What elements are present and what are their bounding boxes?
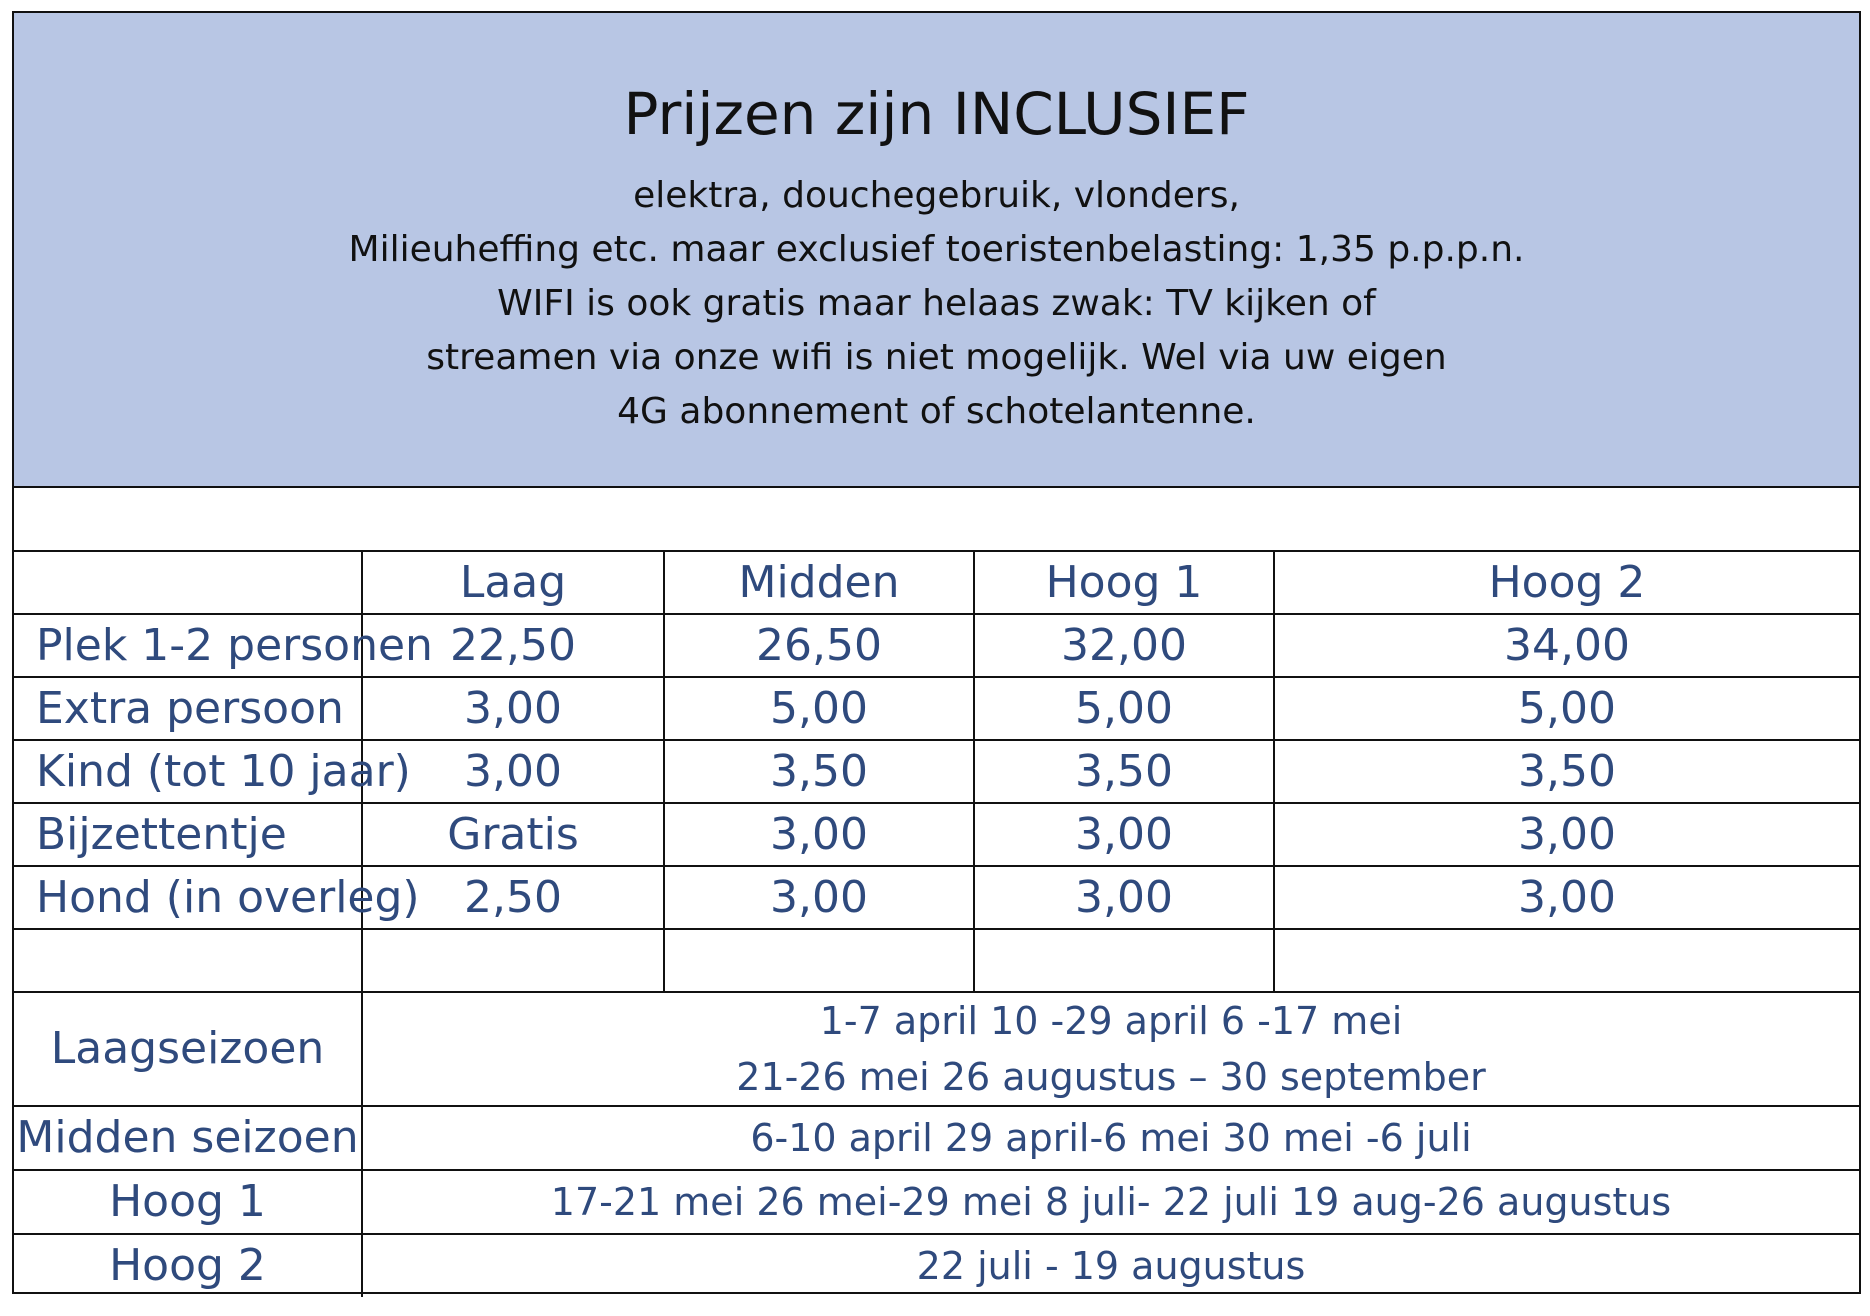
season-row [14,1234,1859,1297]
price-sheet [12,11,1861,1294]
season-date-line: 1-7 april 10 -29 april 6 -17 mei [819,999,1403,1043]
column-header-laag: Laag [362,552,664,614]
season-row [14,1106,1859,1170]
price-cell: 26,50 [664,614,974,677]
price-cell: 3,50 [974,740,1274,803]
season-label: Midden seizoen [14,1106,362,1170]
table-row [14,740,1859,803]
season-dates [362,1234,1859,1297]
price-cell: 3,00 [362,740,664,803]
empty-cell [362,929,664,992]
banner-title: Prijzen zijn INCLUSIEF [623,80,1250,148]
season-dates [362,1170,1859,1234]
table-row [14,866,1859,929]
season-dates [362,992,1859,1106]
season-date-line: 22 juli - 19 augustus [916,1244,1306,1288]
banner-line: streamen via onze wifi is niet mogelijk. Wel via uw eigen [426,337,1447,378]
empty-row [14,488,1859,552]
price-cell: 3,00 [1274,866,1859,929]
row-label: Plek 1-2 personen [14,614,362,677]
table-row [14,614,1859,677]
row-label: Bijzettentje [14,803,362,866]
table-row [14,677,1859,740]
price-cell: 22,50 [362,614,664,677]
price-cell: 3,00 [974,866,1274,929]
price-cell: 3,50 [664,740,974,803]
row-label: Extra persoon [14,677,362,740]
season-date-line: 21-26 mei 26 augustus – 30 september [736,1055,1486,1099]
price-cell: 3,00 [664,866,974,929]
banner-description [14,169,1859,439]
price-cell: 2,50 [362,866,664,929]
price-cell: 3,50 [1274,740,1859,803]
row-label: Kind (tot 10 jaar) [14,740,362,803]
header-row [14,552,1859,614]
season-label: Laagseizoen [14,992,362,1106]
empty-cell [14,929,362,992]
banner-line: elektra, douchegebruik, vlonders, [633,175,1240,216]
season-label: Hoog 1 [14,1170,362,1234]
price-cell: 34,00 [1274,614,1859,677]
price-cell: 3,00 [664,803,974,866]
season-row [14,992,1859,1106]
price-cell: 5,00 [974,677,1274,740]
price-table [14,552,1859,1297]
banner-line: WIFI is ook gratis maar helaas zwak: TV kijken of [497,283,1376,324]
season-label: Hoog 2 [14,1234,362,1297]
column-header-midden: Midden [664,552,974,614]
empty-row [14,929,1859,992]
season-date-line: 17-21 mei 26 mei-29 mei 8 juli- 22 juli 19 aug-26 augustus [550,1180,1672,1224]
price-cell: 5,00 [1274,677,1859,740]
header-empty-cell [14,552,362,614]
inclusive-banner [14,13,1859,488]
price-cell: 3,00 [362,677,664,740]
banner-line: 4G abonnement of schotelantenne. [617,391,1256,432]
price-cell: 3,00 [974,803,1274,866]
empty-cell [1274,929,1859,992]
empty-cell [974,929,1274,992]
price-cell: 32,00 [974,614,1274,677]
empty-cell [664,929,974,992]
column-header-hoog-1: Hoog 1 [974,552,1274,614]
row-label: Hond (in overleg) [14,866,362,929]
season-dates [362,1106,1859,1170]
price-cell: 3,00 [1274,803,1859,866]
column-header-hoog-2: Hoog 2 [1274,552,1859,614]
price-cell: Gratis [362,803,664,866]
banner-line: Milieuheffing etc. maar exclusief toeristenbelasting: 1,35 p.p.p.n. [348,229,1525,270]
season-date-line: 6-10 april 29 april-6 mei 30 mei -6 juli [750,1116,1472,1160]
price-cell: 5,00 [664,677,974,740]
season-row [14,1170,1859,1234]
table-row [14,803,1859,866]
